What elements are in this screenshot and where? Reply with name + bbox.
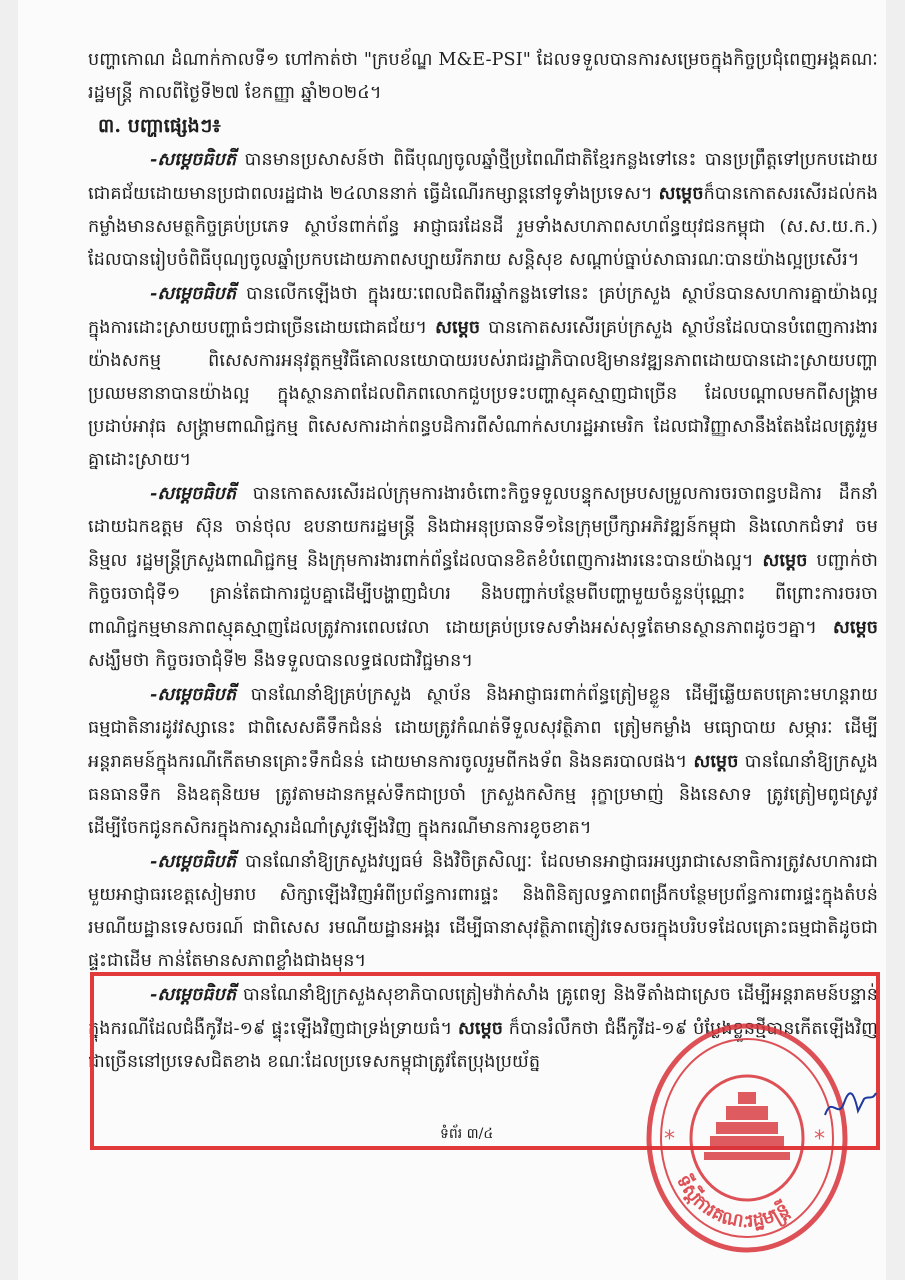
paragraph-culture-lightning xyxy=(88,845,878,978)
honorific-label: -សម្ដេចធិបតី xyxy=(150,851,237,872)
paragraph-text: បានលើកឡើងថា ក្នុងរយៈពេលជិតពីរឆ្នាំកន្លងទៅនេះ គ្រប់ក្រសួង ស្ថាប័នបានសហការគ្នាយ៉ាងល្អក្នុងការដោះស្រាយបញ្ហាធំៗជាច្រើនដោយជោគជ័យ។ xyxy=(88,284,878,338)
document-body xyxy=(88,44,878,1079)
svg-text:*: * xyxy=(664,1127,675,1152)
seal-text: ទីស្ដីការគណៈរដ្ឋមន្ត្រី xyxy=(672,1171,793,1233)
paragraph-text: បានណែនាំឱ្យក្រសួងវប្បធម៌ និងវិចិត្រសិល្បៈ ដែលមានអាជ្ញាធរអប្សរាជាសេនាធិការត្រូវសហការជាមួយអាជ្ញាធរខេត្តសៀមរាប សិក្សាឡើងវិញអំពីប្រព័ន្ធការពារផ្ទះ និងពិនិត្យលទ្ធភាពពង្រីកបន្ថែមប្រព័ន្ធការពារផ្ទះក្នុងតំបន់រមណីយដ្ឋានទេសចរណ៍ ជាពិសេស រមណីយដ្ឋានអង្គរ ដើម្បីធានាសុវត្ថិភាពភ្ញៀវទេសចរក្នុងបរិបទដែលគ្រោះធម្មជាតិដូចជាផ្ទះជាដើម កាន់តែមានសភាពខ្លាំងជាងមុន។ xyxy=(88,852,878,971)
paragraph-text: ក៏បានកោតសរសើរដល់កងកម្លាំងមានសមត្ថកិច្ចគ្រប់ប្រភេទ ស្ថាប័នពាក់ព័ន្ធ អាជ្ញាធរដែនដី រួមទាំងសហភាពសហព័ន្ធយុវជនកម្ពុជា (ស.ស.យ.ក.) ដែលបានរៀបចំពិធីបុណ្យចូលឆ្នាំប្រកបដោយភាពសប្បាយរីករាយ សន្តិសុខ សណ្តាប់ធ្នាប់សាធារណៈបានយ៉ាងល្អប្រសើរ។ xyxy=(88,184,878,270)
honorific-label: -សម្ដេចធិបតី xyxy=(150,684,237,705)
honorific-label: -សម្ដេចធិបតី xyxy=(150,483,237,504)
paragraph-text: បានណែនាំឱ្យគ្រប់ក្រសួង ស្ថាប័ន និងអាជ្ញាធរពាក់ព័ន្ធត្រៀមខ្លួន ដើម្បីឆ្លើយតបគ្រោះមហន្តរាយធម្មជាតិនារដូវវស្សានេះ ជាពិសេសគឺទឹកជំនន់ ដោយត្រូវកំណត់ទីទួលសុវត្ថិភាព ត្រៀមកម្លាំង មធ្យោបាយ សម្ភារៈ ដើម្បីអន្តរាគមន៍ក្នុងករណីកើតមានគ្រោះទឹកជំនន់ ដោយមានការចូលរួមពីកងទ័ព និងនគរបាលផង។ xyxy=(88,685,878,772)
svg-text:*: * xyxy=(814,1127,825,1152)
paragraph-text: បានមានប្រសាសន៍ថា ពិធីបុណ្យចូលឆ្នាំថ្មីប្រពៃណីជាតិខ្មែរកន្លងទៅនេះ បានប្រព្រឹត្តទៅប្រកបដោយជោគជ័យដោយមានប្រជាពលរដ្ឋជាង ២៤លាននាក់ ធ្វើដំណើរកម្សាន្តនៅទូទាំងប្រទេស។ xyxy=(88,150,878,204)
paragraph-tariff-negotiation xyxy=(88,477,878,678)
paragraph-text: បានកោតសរសើរដល់ក្រុមការងារចំពោះកិច្ចទទួលបន្ទុកសម្របសម្រួលការចរចាពន្ធបដិការ ដឹកនាំដោយឯកឧត្តម ស៊ុន ចាន់ថុល ឧបនាយករដ្ឋមន្ត្រី និងជាអនុប្រធានទី១នៃក្រុមប្រឹក្សាអភិវឌ្ឍន៍កម្ពុជា និងលោកជំទាវ ចម និម្មល រដ្ឋមន្ត្រីក្រសួងពាណិជ្ជកម្ម និងក្រុមការងារពាក់ព័ន្ធដែលបានខិតខំបំពេញការងារនេះបានយ៉ាងល្អ។ xyxy=(88,484,878,571)
paragraph-text: បានកោតសរសើរគ្រប់ក្រសួង ស្ថាប័នដែលបានបំពេញការងារយ៉ាងសកម្ម ពិសេសការអនុវត្តកម្មវិធីគោលនយោបាយរបស់រាជរដ្ឋាភិបាលឱ្យមានវឌ្ឍនភាពដោយបានដោះស្រាយបញ្ហាប្រឈមនានាបានយ៉ាងល្អ ក្នុងស្ថានភាពដែលពិភពលោកជួបប្រទះបញ្ហាស្មុគស្មាញជាច្រើន ដែលបណ្តាលមកពីសង្គ្រាមប្រដាប់អាវុធ សង្គ្រាមពាណិជ្ជកម្ម ពិសេសការដាក់ពន្ធបដិការពីសំណាក់សហរដ្ឋអាមេរិក ដែលជាវិញ្ញាសានឹងតែងដែលត្រូវរួមគ្នាដោះស្រាយ។ xyxy=(88,318,878,470)
honorific-label: -សម្ដេចធិបតី xyxy=(150,283,237,304)
honorific-short: សម្ដេច xyxy=(658,183,704,204)
honorific-short: សម្ដេច xyxy=(458,1018,504,1039)
intro-paragraph: បញ្ហាកោណ ដំណាក់កាលទី១ ហៅកាត់ថា "ក្របខ័ណ្ឌ M&E-PSI" ដែលទទួលបានការសម្រេចក្នុងកិច្ចប្រជុំពេញអង្គគណៈរដ្ឋមន្ត្រី កាលពីថ្ងៃទី២៧ ខែកញ្ញា ឆ្នាំ២០២៤។ xyxy=(88,50,878,103)
honorific-short: សម្ដេច xyxy=(833,617,878,638)
page-number: ទំព័រ ៣/៤ xyxy=(440,1126,494,1142)
honorific-short: សម្ដេច xyxy=(762,550,808,571)
paragraph-text: បានណែនាំឱ្យក្រសួងសុខាភិបាលត្រៀមវ៉ាក់សាំង គ្រូពេទ្យ និងទីតាំងជាស្រេច ដើម្បីអន្តរាគមន៍បន្ទាន់ក្នុងករណីដែលជំងឺកូវីដ-១៩ ផ្ទុះឡើងវិញជាទ្រង់ទ្រាយធំ។ xyxy=(88,985,878,1039)
official-seal-icon xyxy=(642,1018,852,1258)
honorific-label: -សម្ដេចធិបតី xyxy=(150,149,237,170)
paragraph-ministries xyxy=(88,277,878,477)
paragraph-new-year xyxy=(88,143,878,277)
honorific-short: សម្ដេច xyxy=(435,317,481,338)
honorific-short: សម្ដេច xyxy=(693,751,739,772)
paragraph-text: ក៏បានរំលឹកថា ជំងឺកូវីដ-១៩ បំប្លែងខ្លួនថ្មីបានកើតឡើងវិញជាច្រើននៅប្រទេសជិតខាង ខណៈដែលប្រទេសកម្ពុជាត្រូវតែប្រុងប្រយ័ត្ន xyxy=(88,1019,878,1072)
paragraph-text: បញ្ជាក់ថា កិច្ចចរចាជុំទី១ គ្រាន់តែជាការជួបគ្នាដើម្បីបង្ហាញជំហរ និងបញ្ជាក់បន្ថែមពីបញ្ហាមួយចំនួនប៉ុណ្ណោះ ពីព្រោះការចរចាពាណិជ្ជកម្មមានភាពស្មុគស្មាញដែលត្រូវការពេលវេលា ដោយគ្រប់ប្រទេសទាំងអស់សុទ្ធតែមានស្ថានភាពដូចៗគ្នា។ xyxy=(88,551,878,638)
paragraph-flood-preparedness xyxy=(88,678,878,845)
honorific-label: -សម្ដេចធិបតី xyxy=(150,984,237,1005)
paragraph-text: សង្ឃឹមថា កិច្ចចរចាជុំទី២ នឹងទទួលបានលទ្ធផលជាវិជ្ជមាន។ xyxy=(88,651,474,671)
signature-icon xyxy=(820,1085,880,1125)
section-heading: ៣. បញ្ហាផ្សេងៗ៖ xyxy=(98,115,221,137)
paragraph-text: បានណែនាំឱ្យក្រសួងធនធានទឹក និងឧតុនិយម ត្រូវតាមដានកម្ពស់ទឹកជាប្រចាំ ក្រសួងកសិកម្ម រុក្ខាប្រមាញ់ និងនេសាទ ត្រូវត្រៀមពូជស្រូវដើម្បីចែកជូនកសិករក្នុងការស្តារដំណាំស្រូវឡើងវិញ ក្នុងករណីមានការខូចខាត។ xyxy=(88,752,878,838)
svg-text:ទីស្ដីការគណៈរដ្ឋមន្ត្រី xyxy=(672,1171,795,1233)
